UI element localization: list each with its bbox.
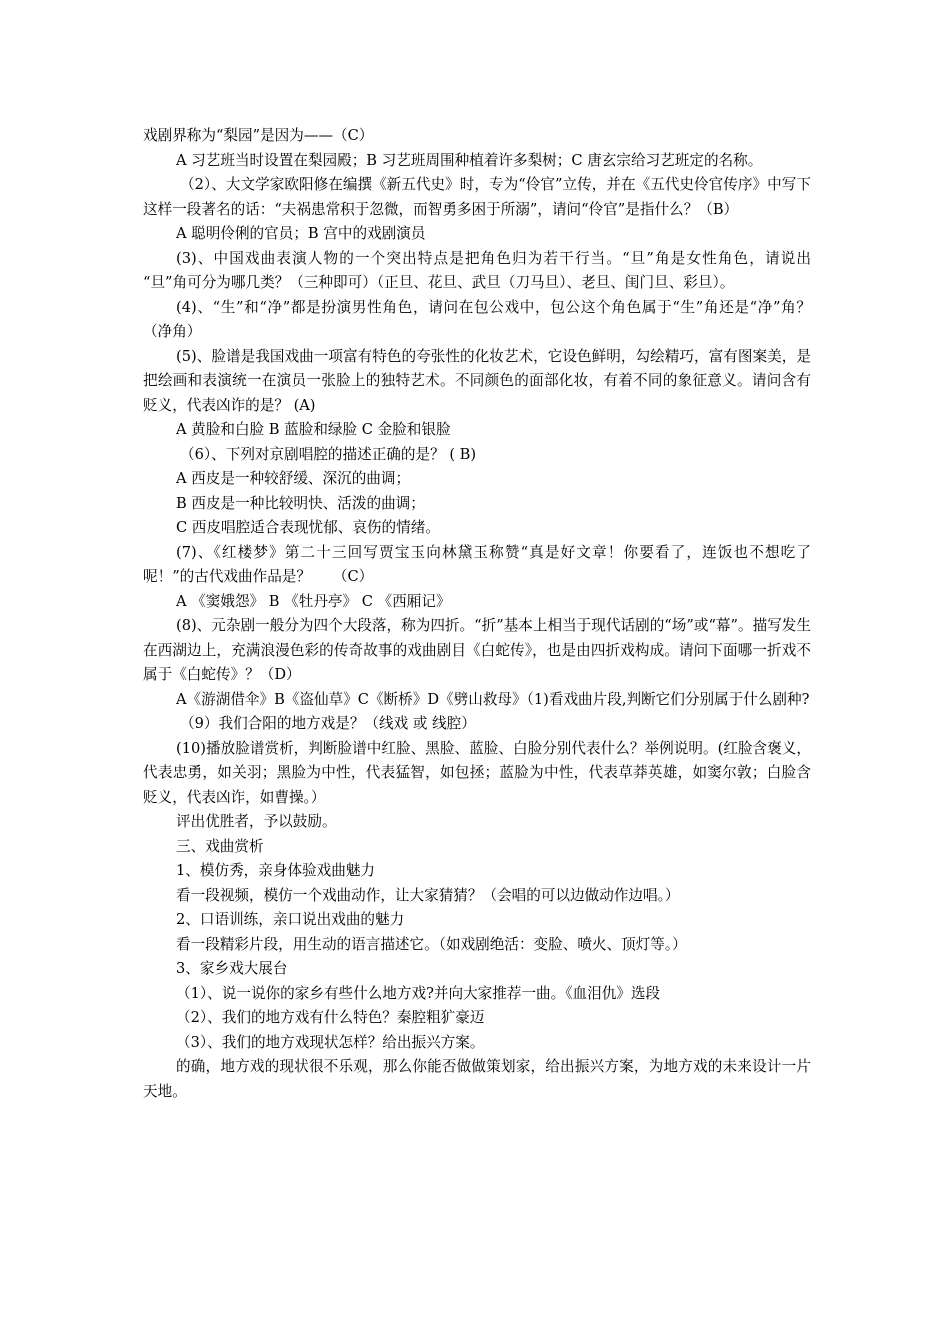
paragraph: (10)播放脸谱赏析，判断脸谱中红脸、黑脸、蓝脸、白脸分别代表什么？举例说明。(红脸含褒义，代表忠勇，如关羽；黑脸为中性，代表猛智，如包拯；蓝脸为中性，代表草莽英雄，如窦尔敦；白脸含贬义，代表凶诈，如曹操。） — [143, 739, 811, 806]
paragraph: A 习艺班当时设置在梨园殿；B 习艺班周围种植着许多梨树；C 唐玄宗给习艺班定的名称。 — [176, 151, 763, 169]
paragraph: 戏剧界称为“梨园”是因为——（C） — [143, 127, 374, 144]
paragraph: （9）我们合阳的地方戏是？（线戏 或 线腔） — [180, 715, 476, 732]
paragraph: (4)、“生”和“净”都是扮演男性角色，请问在包公戏中，包公这个角色属于“生”角还是“净”角？ （净角） — [143, 298, 870, 340]
paragraph: 的确，地方戏的现状很不乐观，那么你能否做做策划家，给出振兴方案，为地方戏的未来设计一片天地。 — [143, 1058, 811, 1100]
paragraph: （1）、说一说你的家乡有些什么地方戏?并向大家推荐一曲。《血泪仇》选段 — [176, 984, 661, 1002]
paragraph: A 《窦娥怨》 B 《牡丹亭》 C 《西厢记》 — [176, 592, 451, 610]
paragraph: (5)、脸谱是我国戏曲一项富有特色的夸张性的化妆艺术，它设色鲜明，勾绘精巧，富有图案美，是把绘画和表演统一在演员一张脸上的独特艺术。不同颜色的面部化妆，有着不同的象征意义。请问含有贬义，代表凶诈的是？ (A) — [143, 347, 811, 414]
paragraph: A 黄脸和白脸 B 蓝脸和绿脸 C 金脸和银脸 — [176, 421, 451, 438]
paragraph: （3）、我们的地方戏现状怎样？给出振兴方案。 — [176, 1033, 485, 1051]
paragraph: A 聪明伶俐的官员；B 宫中的戏剧演员 — [176, 225, 426, 242]
paragraph: A 西皮是一种较舒缓、深沉的曲调； — [176, 470, 411, 487]
subsection-heading: 2、口语训练，亲口说出戏曲的魅力 — [176, 911, 405, 928]
paragraph: （6）、下列对京剧唱腔的描述正确的是？ ( B) — [180, 445, 477, 463]
paragraph: 评出优胜者，予以鼓励。 — [176, 813, 337, 830]
paragraph: （2）、我们的地方戏有什么特色？秦腔粗犷豪迈 — [176, 1009, 485, 1026]
paragraph: （2）、大文学家欧阳修在编撰《新五代史》时，专为“伶官”立传，并在《五代史伶官传序》中写下这样一段著名的话：“夫祸患常积于忽微，而智勇多困于所溺”，请问“伶官”是指什么？（B） — [143, 176, 811, 218]
subsection-heading: 3、家乡戏大展台 — [176, 960, 288, 977]
subsection-heading: 1、模仿秀，亲身体验戏曲魅力 — [176, 862, 376, 879]
paragraph: 看一段视频，模仿一个戏曲动作，让大家猜猜？（会唱的可以边做动作边唱。） — [176, 886, 680, 904]
paragraph: A《游湖借伞》B《盗仙草》C《断桥》D《劈山救母》（1)看戏曲片段,判断它们分别属于什么剧种? — [176, 690, 810, 708]
document-body — [143, 124, 870, 1104]
section-heading: 三、戏曲赏析 — [176, 837, 264, 855]
paragraph: C 西皮唱腔适合表现忧郁、哀伤的情绪。 — [176, 519, 440, 536]
paragraph: (8)、元杂剧一般分为四个大段落，称为四折。“折”基本上相当于现代话剧的“场”或“幕”。描写发生在西湖边上，充满浪漫色彩的传奇故事的戏曲剧目《白蛇传》，也是由四折戏构成。请问下面哪一折戏不属于《白蛇传》？（D） — [143, 617, 811, 683]
paragraph: (7)、《红楼梦》第二十三回写贾宝玉向林黛玉称赞“真是好文章！你要看了，连饭也不想吃了呢！”的古代戏曲作品是？ （C） — [143, 543, 811, 585]
paragraph: B 西皮是一种比较明快、活泼的曲调； — [176, 494, 425, 512]
paragraph: 看一段精彩片段，用生动的语言描述它。（如戏剧绝活：变脸、喷火、顶灯等。） — [176, 935, 687, 953]
paragraph: (3)、中国戏曲表演人物的一个突出特点是把角色归为若干行当。“旦”角是女性角色，请说出 “旦”角可分为哪几类？（三种即可）（正旦、花旦、武旦（刀马旦）、老旦、闺门旦、彩旦）。 — [143, 249, 811, 291]
